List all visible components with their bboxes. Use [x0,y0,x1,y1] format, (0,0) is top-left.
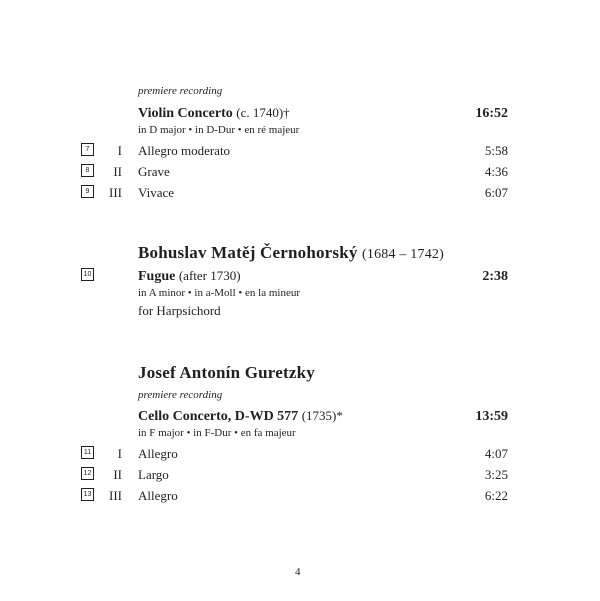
work-duration: 2:38 [482,269,508,284]
work-date: (after 1730) [178,268,241,283]
movement-name: Largo [138,467,169,482]
composer-name: Josef Antonín Guretzky [138,363,315,382]
track-number: 12 [81,467,94,480]
movement-numeral: II [113,164,122,179]
movement-name: Allegro [138,488,178,503]
work-title [138,268,241,285]
composer-name: Bohuslav Matěj Černohorský [138,243,358,262]
movement-numeral: I [117,143,122,158]
premiere-note: premiere recording [138,389,223,401]
work-key: in F major • in F-Dur • en fa majeur [138,427,296,439]
work-title-text: Violin Concerto [138,106,233,121]
track-number: 8 [81,164,94,177]
work-key: in D major • in D-Dur • en ré majeur [138,124,300,136]
movement-numeral: I [117,446,122,461]
movement-numeral: II [113,467,122,482]
movement-duration: 6:22 [484,488,508,503]
movement-duration: 3:25 [484,467,508,482]
movement-duration: 5:58 [484,143,508,158]
work-key: in A minor • in a-Moll • en la mineur [138,287,300,299]
track-number: 13 [81,488,94,501]
work-title [138,105,290,122]
movement-numeral: III [109,185,122,200]
premiere-note: premiere recording [138,85,223,97]
composer-heading [138,363,315,383]
work-title-text: Fugue [138,269,176,284]
work-date: (1735)* [301,408,343,423]
movement-name: Allegro moderato [138,143,231,158]
movement-numeral: III [109,488,122,503]
movement-name: Allegro [138,446,178,461]
movement-duration: 4:36 [484,164,508,179]
composer-dates: (1684 – 1742) [362,247,444,262]
work-title-text: Cello Concerto, D-WD 577 [138,409,299,424]
movement-name: Grave [138,164,170,179]
work-date: (c. 1740)† [236,105,290,120]
track-number: 9 [81,185,94,198]
movement-name: Vivace [138,185,175,200]
movement-duration: 4:07 [484,446,508,461]
page-number: 4 [295,566,301,578]
work-instrument: for Harpsichord [138,303,221,318]
movement-duration: 6:07 [484,185,508,200]
work-title [138,408,343,425]
work-duration: 16:52 [475,106,508,121]
composer-heading [138,243,444,263]
track-number: 11 [81,446,94,459]
track-number: 10 [81,268,94,281]
work-duration: 13:59 [475,409,508,424]
track-number: 7 [81,143,94,156]
